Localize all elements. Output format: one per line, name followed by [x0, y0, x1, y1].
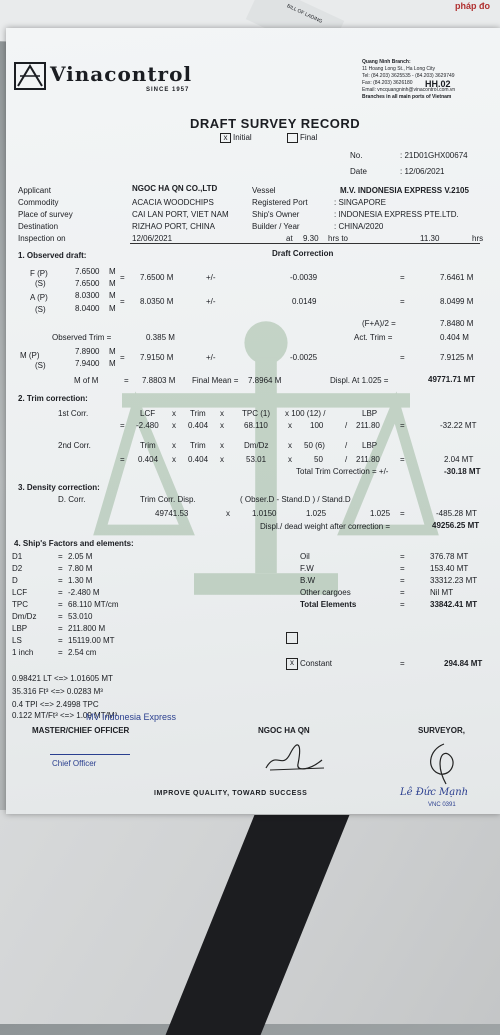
- density-formula-head: ( Obser.D - Stand.D ) / Stand.D: [240, 495, 351, 504]
- ms-unit: M: [109, 359, 116, 368]
- factor-label: TPC: [12, 600, 28, 609]
- act-trim-value: 0.404 M: [440, 333, 469, 342]
- destination-value: RIZHAO PORT, CHINA: [132, 222, 215, 231]
- factor-value: 15119.00 MT: [68, 636, 115, 645]
- t1-tpc: 68.110: [244, 421, 268, 430]
- displ-label: Displ. At 1.025 =: [330, 376, 389, 385]
- branch-line-1: Quang Ninh Branch:: [362, 59, 411, 65]
- mofm-eq: =: [124, 376, 129, 385]
- factor-label: D2: [12, 564, 23, 573]
- density-result: -485.28 MT: [436, 509, 477, 518]
- a-mean: 8.0350 M: [140, 297, 174, 306]
- footer-slogan: IMPROVE QUALITY, TOWARD SUCCESS: [154, 790, 308, 797]
- place-label: Place of survey: [18, 210, 73, 219]
- factor-value: 53.010: [68, 612, 93, 621]
- t1-h-lcf: LCF: [140, 409, 156, 418]
- date-value: : 12/06/2021: [400, 167, 445, 176]
- draft-correction-header: Draft Correction: [272, 249, 334, 258]
- dwt-value: 49256.25 MT: [432, 521, 480, 530]
- vessel-label: Vessel: [252, 186, 276, 195]
- factor-value: 2.05 M: [68, 552, 93, 561]
- ms-value: 7.9400: [75, 359, 100, 368]
- surveyor-code: VNC 0391: [428, 802, 456, 808]
- t2-h-lbp: LBP: [362, 441, 378, 450]
- fs-value: 7.6500: [75, 279, 100, 288]
- owner-value: : INDONESIA EXPRESS PTE.LTD.: [334, 210, 459, 219]
- m-corr: -0.0025: [290, 353, 318, 362]
- t2-eq: =: [120, 455, 125, 464]
- factor-value: 68.110 MT/cm: [68, 600, 119, 609]
- element-eq: =: [400, 552, 405, 561]
- t1-h-lbp: LBP: [362, 409, 378, 418]
- factor-eq: =: [58, 576, 63, 585]
- as-value: 8.0400: [75, 304, 100, 313]
- surveyor-name: Lê Đức Mạnh: [400, 787, 469, 798]
- brand-since: SINCE 1957: [146, 87, 190, 93]
- builder-label: Builder / Year: [252, 222, 300, 231]
- t2-trim1: 0.404: [138, 455, 159, 464]
- observed-section-title: 1. Observed draft:: [18, 251, 87, 260]
- factor-eq: =: [58, 624, 63, 633]
- tcd-label: Trim Corr. Disp.: [140, 495, 196, 504]
- a-pm: +/-: [206, 297, 216, 306]
- t1-x1: x: [172, 421, 176, 430]
- ms-label: (S): [35, 361, 46, 370]
- t2-result-eq: =: [400, 455, 405, 464]
- density-eq: =: [400, 509, 405, 518]
- t2-dmdz: 53.01: [246, 455, 267, 464]
- t1-trim: 0.404: [188, 421, 209, 430]
- fa2-value: 7.8480 M: [440, 319, 474, 328]
- builder-value: : CHINA/2020: [334, 222, 384, 231]
- obs-trim-label: Observed Trim =: [52, 333, 112, 342]
- branch-line-3: Tel: (84.203) 3625535 - (84.203) 3629749: [362, 73, 455, 79]
- trim-section-title: 2. Trim correction:: [18, 394, 88, 403]
- branch-line-5: Email: vncquangninh@vinacontrol.com.vn: [362, 87, 456, 93]
- inspection-value: 12/06/2021: [132, 234, 173, 243]
- element-value: 33312.23 MT: [430, 576, 478, 585]
- hrs-to-value: 11.30: [420, 234, 440, 243]
- total-trim-label: Total Trim Correction = +/-: [296, 467, 389, 476]
- destination-label: Destination: [18, 222, 59, 231]
- factor-eq: =: [58, 600, 63, 609]
- t1-h-tpc: TPC (1): [242, 409, 270, 418]
- initial-checkbox[interactable]: x: [220, 133, 231, 143]
- factor-value: 1.30 M: [68, 576, 93, 585]
- hrs-to-label: hrs to: [328, 234, 349, 243]
- applicant-value: NGOC HA QN CO.,LTD: [132, 184, 218, 193]
- t2-50: 50: [314, 455, 323, 464]
- a-result-eq: =: [400, 297, 405, 306]
- factor-eq: =: [58, 648, 63, 657]
- f-result: 7.6461 M: [440, 273, 474, 282]
- t2-h-trim1: Trim: [140, 441, 156, 450]
- no-value: : 21D01GHX00674: [400, 151, 468, 160]
- factor-label: 1 inch: [12, 648, 34, 657]
- conversion-1: 0.98421 LT <=> 1.01605 MT: [12, 674, 113, 683]
- at-label: at: [286, 234, 293, 243]
- density-section-title: 3. Density correction:: [18, 483, 100, 492]
- master-label: MASTER/CHIEF OFFICER: [32, 726, 130, 735]
- info-underline: [130, 243, 480, 244]
- element-value: Nil MT: [430, 588, 454, 597]
- t2-h-x1: x: [172, 441, 176, 450]
- total-trim-value: -30.18 MT: [444, 467, 481, 476]
- conversion-3: 0.4 TPI <=> 2.4998 TPC: [12, 700, 99, 709]
- t1-h-trim: Trim: [190, 409, 206, 418]
- conversion-4: 0.122 MT/Ft³ <=> 1.09 MT/M³: [12, 711, 118, 720]
- initial-label: Initial: [233, 133, 252, 142]
- t2-trim2: 0.404: [188, 455, 209, 464]
- dcorr-label: D. Corr.: [58, 495, 86, 504]
- owner-label: Ship's Owner: [252, 210, 300, 219]
- constant-checkbox[interactable]: x: [286, 658, 298, 670]
- t2-lbp: 211.80: [356, 455, 380, 464]
- factor-eq: =: [58, 612, 63, 621]
- as-label: (S): [35, 305, 46, 314]
- surveyor-label: SURVEYOR,: [418, 726, 465, 735]
- background-text: pháp đo: [455, 1, 490, 11]
- factors-section-title: 4. Ship's Factors and elements:: [14, 539, 134, 548]
- branch-line-4: Fax: (84.203) 3626180: [362, 80, 413, 86]
- hrs-label: hrs: [472, 234, 484, 243]
- reg-port-value: : SINGAPORE: [334, 198, 387, 207]
- factor-label: D1: [12, 552, 23, 561]
- f-mean: 7.6500 M: [140, 273, 174, 282]
- t1-100: 100: [310, 421, 324, 430]
- factor-label: LS: [12, 636, 22, 645]
- at-value: 9.30: [303, 234, 319, 243]
- as-unit: M: [109, 304, 116, 313]
- no-label: No.: [350, 151, 363, 160]
- ap-unit: M: [109, 291, 116, 300]
- final-mean-value: 7.8964 M: [248, 376, 282, 385]
- mp-value: 7.8900: [75, 347, 100, 356]
- factor-label: D: [12, 576, 18, 585]
- branch-line-6: Branches in all main ports of Vietnam: [362, 94, 452, 100]
- t1-h-x1: x: [172, 409, 176, 418]
- element-eq: =: [400, 588, 405, 597]
- factor-eq: =: [58, 564, 63, 573]
- element-value: 33842.41 MT: [430, 600, 478, 609]
- final-mean-label: Final Mean =: [192, 376, 239, 385]
- element-label: Oil: [300, 552, 310, 561]
- reg-port-label: Registered Port: [252, 198, 308, 207]
- stamp-code: HH.02: [425, 79, 451, 89]
- branch-line-2: 11 Hoang Long St., Ha Long City: [362, 66, 436, 72]
- m-result: 7.9125 M: [440, 353, 474, 362]
- t2-h-50: 50 (6): [304, 441, 325, 450]
- brand-name: Vinacontrol: [50, 62, 193, 86]
- t1-lcf: -2.480: [136, 421, 159, 430]
- factor-eq: =: [58, 636, 63, 645]
- applicant-label: Applicant: [18, 186, 51, 195]
- dwt-label: Displ./ dead weight after correction =: [260, 522, 391, 531]
- density-x: x: [226, 509, 230, 518]
- factor-value: 2.54 cm: [68, 648, 97, 657]
- m-mean: 7.9150 M: [140, 353, 174, 362]
- constant-label: Constant: [300, 659, 333, 668]
- factor-value: 211.800 M: [68, 624, 106, 633]
- fp-value: 7.6500: [75, 267, 100, 276]
- blank-checkbox[interactable]: [286, 632, 298, 644]
- constant-value: 294.84 MT: [444, 659, 483, 668]
- m-eq: =: [120, 353, 125, 362]
- t2-h-x3: x: [288, 441, 292, 450]
- constant-eq: =: [400, 659, 405, 668]
- f-pm: +/-: [206, 273, 216, 282]
- factor-value: 7.80 M: [68, 564, 93, 573]
- element-value: 376.78 MT: [430, 552, 469, 561]
- second-corr-result: 2.04 MT: [444, 455, 474, 464]
- t2-h-trim2: Trim: [190, 441, 206, 450]
- element-label: Other cargoes: [300, 588, 351, 597]
- commodity-label: Commodity: [18, 198, 59, 207]
- final-label: Final: [300, 133, 318, 142]
- t2-h-x2: x: [220, 441, 224, 450]
- f-eq: =: [120, 273, 125, 282]
- element-eq: =: [400, 576, 405, 585]
- ap-label: A (P): [30, 293, 48, 302]
- mp-label: M (P): [20, 351, 40, 360]
- conversion-2: 35.316 Ft³ <=> 0.0283 M³: [12, 687, 103, 696]
- t1-eq: =: [120, 421, 125, 430]
- f-corr: -0.0039: [290, 273, 318, 282]
- fs-label: (S): [35, 279, 46, 288]
- fp-unit: M: [109, 267, 116, 276]
- vinacontrol-logo-icon: [14, 62, 46, 90]
- ap-value: 8.0300: [75, 291, 100, 300]
- t1-x2: x: [220, 421, 224, 430]
- element-label: F.W: [300, 564, 314, 573]
- final-checkbox[interactable]: [287, 133, 298, 143]
- m-pm: +/-: [206, 353, 216, 362]
- first-corr-label: 1st Corr.: [58, 409, 89, 418]
- t1-x3: x: [288, 421, 292, 430]
- chief-officer-text: Chief Officer: [52, 759, 97, 768]
- t2-x3: x: [288, 455, 292, 464]
- act-trim-label: Act. Trim =: [354, 333, 393, 342]
- factor-label: LCF: [12, 588, 28, 597]
- surveyor-signature-icon: [418, 740, 468, 786]
- bol-text: BILL OF LADING: [285, 3, 324, 25]
- t1-slash: /: [345, 421, 348, 430]
- master-signature-line: [50, 754, 130, 755]
- t2-slash: /: [345, 455, 348, 464]
- mofm-value: 7.8803 M: [142, 376, 176, 385]
- client-signature-icon: [262, 740, 332, 776]
- element-value: 153.40 MT: [430, 564, 469, 573]
- commodity-value: ACACIA WOODCHIPS: [132, 198, 214, 207]
- date-label: Date: [350, 167, 367, 176]
- first-corr-result: -32.22 MT: [440, 421, 477, 430]
- t1-h-100: x 100 (12) /: [285, 409, 326, 418]
- factor-label: LBP: [12, 624, 28, 633]
- element-label: B.W: [300, 576, 316, 585]
- obs-d-value: 1.0150: [252, 509, 277, 518]
- a-result: 8.0499 M: [440, 297, 474, 306]
- f-result-eq: =: [400, 273, 405, 282]
- t2-h-dmdz: Dm/Dz: [244, 441, 269, 450]
- client-label: NGOC HA QN: [258, 726, 310, 735]
- mofm-label: M of M: [74, 376, 99, 385]
- a-eq: =: [120, 297, 125, 306]
- displ-value: 49771.71 MT: [428, 375, 476, 384]
- factor-label: Dm/Dz: [12, 612, 37, 621]
- mp-unit: M: [109, 347, 116, 356]
- t2-h-slash: /: [345, 441, 348, 450]
- element-eq: =: [400, 600, 405, 609]
- stand-d2-value: 1.025: [370, 509, 391, 518]
- t1-h-x2: x: [220, 409, 224, 418]
- element-label: Total Elements: [300, 600, 357, 609]
- document-title: DRAFT SURVEY RECORD: [190, 116, 361, 131]
- factor-eq: =: [58, 552, 63, 561]
- m-result-eq: =: [400, 353, 405, 362]
- fa2-label: (F+A)/2 =: [362, 319, 396, 328]
- second-corr-label: 2nd Corr.: [58, 441, 91, 450]
- factor-eq: =: [58, 588, 63, 597]
- a-corr: 0.0149: [292, 297, 317, 306]
- t2-x2: x: [220, 455, 224, 464]
- fs-unit: M: [109, 279, 116, 288]
- inspection-label: Inspection on: [18, 234, 66, 243]
- t1-result-eq: =: [400, 421, 405, 430]
- element-eq: =: [400, 564, 405, 573]
- fp-label: F (P): [30, 269, 48, 278]
- vessel-stamp: MV Indonesia Express: [86, 712, 177, 722]
- t2-x1: x: [172, 455, 176, 464]
- vessel-value: M.V. INDONESIA EXPRESS V.2105: [340, 186, 469, 195]
- obs-trim-value: 0.385 M: [146, 333, 175, 342]
- place-value: CAI LAN PORT, VIET NAM: [132, 210, 229, 219]
- stand-d-value: 1.025: [306, 509, 327, 518]
- tcd-value: 49741.53: [155, 509, 189, 518]
- t1-lbp: 211.80: [356, 421, 380, 430]
- factor-value: -2.480 M: [68, 588, 100, 597]
